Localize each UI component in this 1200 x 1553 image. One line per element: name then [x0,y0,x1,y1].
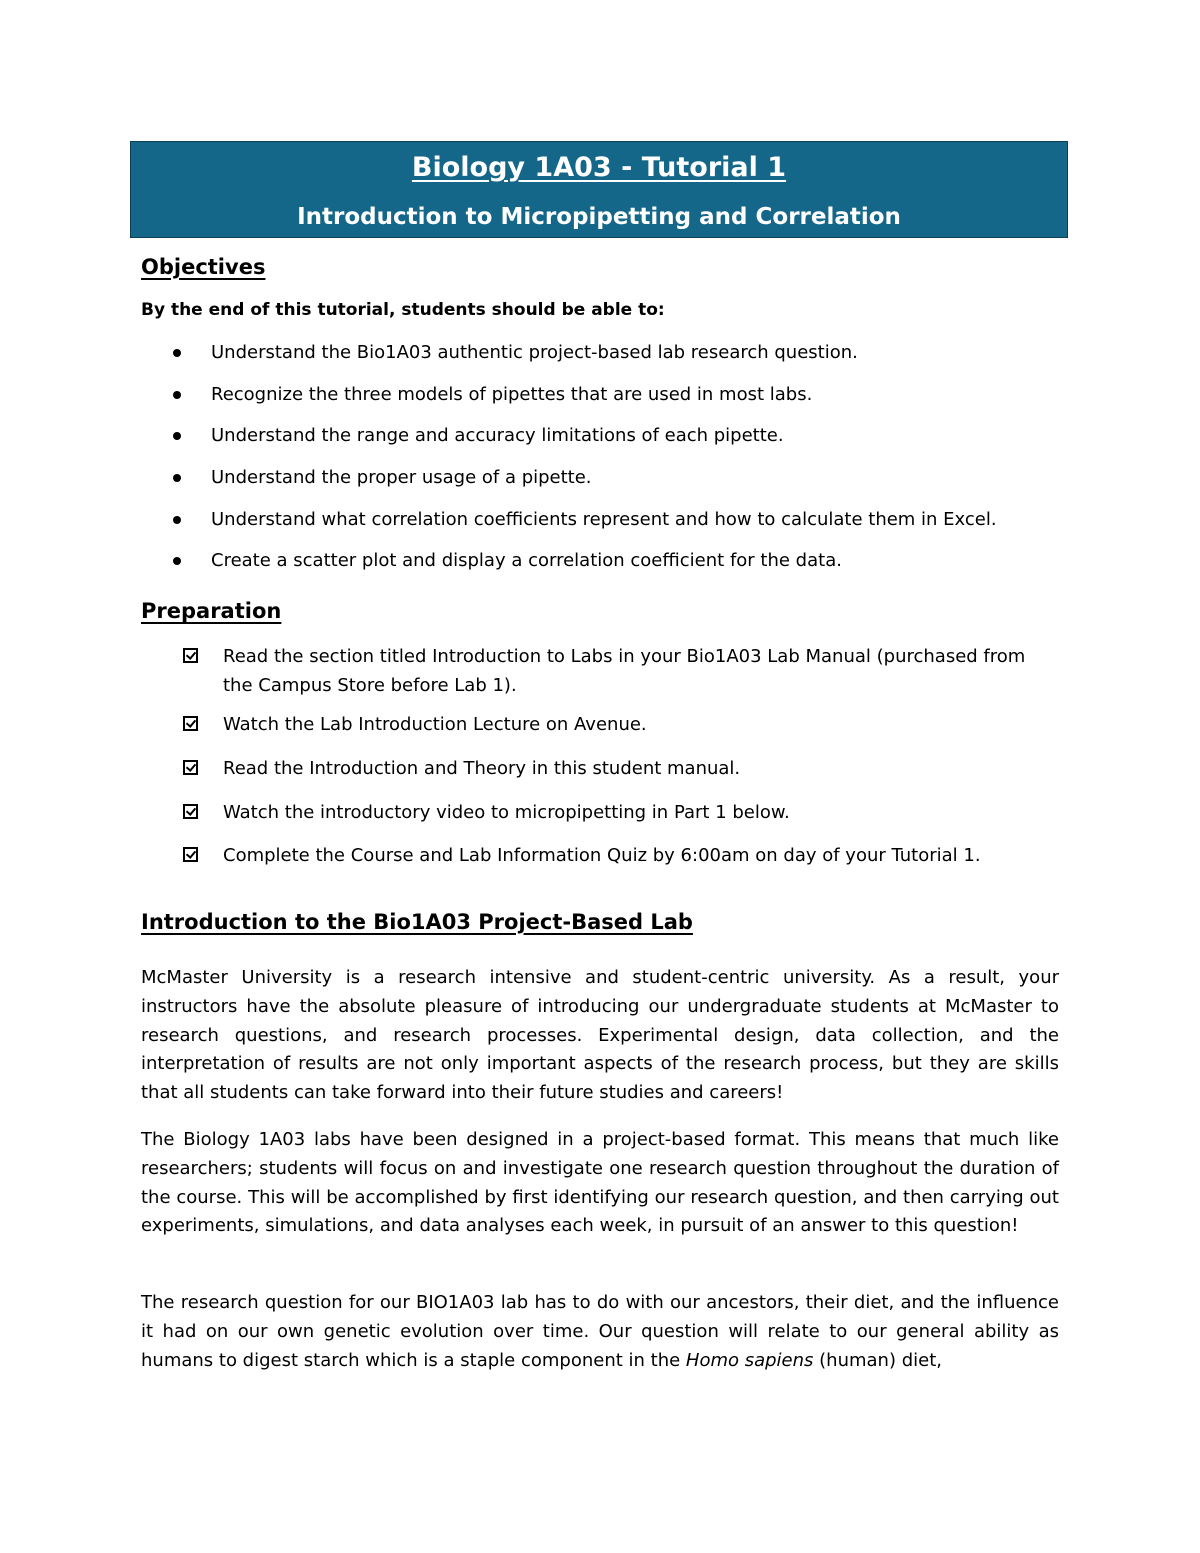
intro-section-heading: Introduction to the Bio1A03 Project-Based Lab [141,910,693,934]
objective-text: Create a scatter plot and display a correlation coefficient for the data. [211,550,842,572]
title-banner [130,141,1068,238]
list-item [173,467,1073,509]
list-item [173,342,1073,384]
list-item [173,384,1073,426]
intro-paragraph-2: The Biology 1A03 labs have been designed in a project-based format. This means that much like researchers; students will focus on and investigate one research question throughout the duration of the course. This will be accomplished by first identifying our research question, and then carrying out experiments, simulations, and data analyses each week, in pursuit of an answer to this question! [141,1129,1059,1237]
species-name: Homo sapiens [685,1349,814,1371]
objective-text: Understand the Bio1A03 authentic project-based lab research question. [211,342,858,363]
preparation-text: Complete the Course and Lab Information Quiz by 6:00am on day of your Tutorial 1. [223,845,981,866]
preparation-text: Read the Introduction and Theory in this student manual. [223,758,741,779]
checkbox-icon [183,648,198,663]
preparation-text: Read the section titled Introduction to Labs in your Bio1A03 Lab Manual (purchased from the Campus Store before Lab 1). [223,646,1026,696]
checkbox-icon [183,847,198,862]
checkbox-icon [183,760,198,775]
list-item [173,550,1073,592]
bullet-icon [173,557,181,565]
objectives-heading: Objectives [141,255,266,279]
objective-text: Understand the range and accuracy limitations of each pipette. [211,425,784,447]
bullet-icon [173,474,181,482]
document-subtitle: Introduction to Micropipetting and Correlation [297,204,901,230]
objective-text: Recognize the three models of pipettes that are used in most labs. [211,383,813,405]
bullet-icon [173,516,181,524]
list-item [173,425,1073,467]
bullet-icon [173,432,181,440]
document-title: Biology 1A03 - Tutorial 1 [411,152,787,183]
objective-text: Understand the proper usage of a pipette. [211,467,592,489]
paragraph-text: (human) diet, [813,1349,942,1371]
preparation-text: Watch the introductory video to micropipetting in Part 1 below. [223,802,790,823]
bullet-icon [173,391,181,399]
list-item [173,509,1073,551]
preparation-heading: Preparation [141,599,282,623]
objective-text: Understand what correlation coefficients represent and how to calculate them in Excel. [211,508,997,530]
objectives-list [173,342,1073,592]
paragraph-text: The research question for our BIO1A03 lab has to do with our ancestors, their diet, and the influence it had on our own genetic evolution over time. Our question will relate to our general ability as humans to digest starch which is a staple component in the [141,1292,1059,1371]
checkbox-icon [183,804,198,819]
intro-paragraph-3 [141,1289,1059,1375]
checkbox-icon [183,716,198,731]
preparation-text: Watch the Lab Introduction Lecture on Avenue. [223,714,647,735]
bullet-icon [173,349,181,357]
objectives-intro: By the end of this tutorial, students should be able to: [141,300,665,320]
intro-paragraph-1: McMaster University is a research intensive and student-centric university. As a result, your instructors have the absolute pleasure of introducing our undergraduate students at McMaster to research questions, and research processes. Experimental design, data collection, and the interpretation of results are not only important aspects of the research process, but they are skills that all students can take forward into their future studies and careers! [141,967,1059,1104]
